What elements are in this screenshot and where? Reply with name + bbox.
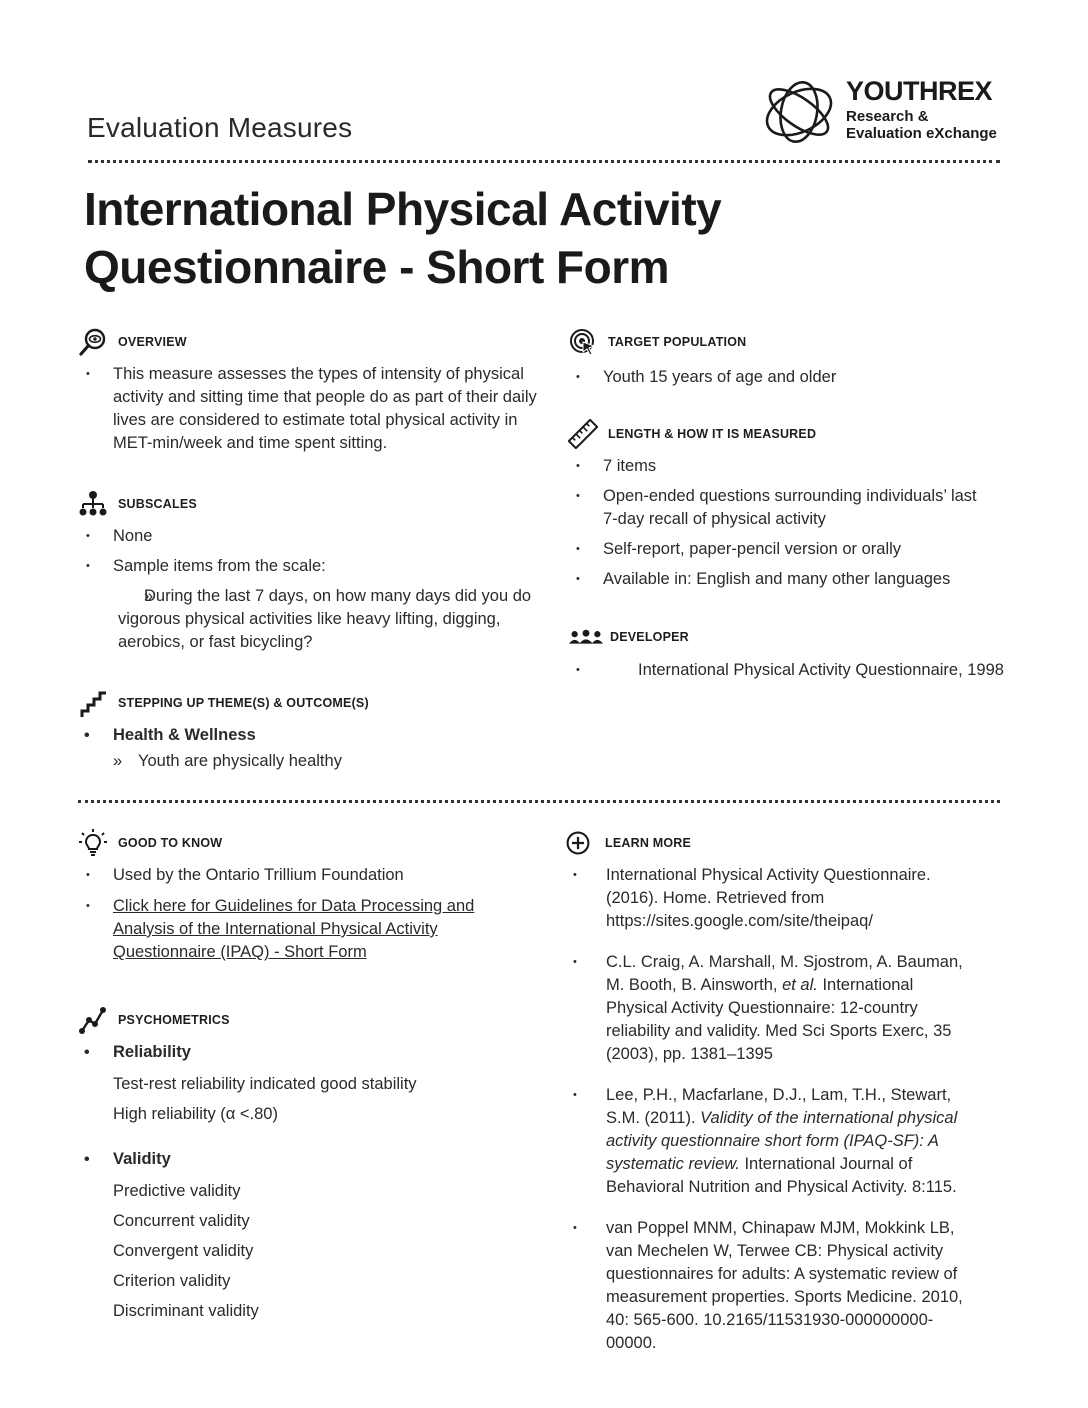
reliability-label: • Reliability: [78, 1041, 538, 1064]
psychometrics-header: [78, 1003, 538, 1037]
outcome-item: » Youth are physically healthy: [113, 750, 538, 773]
list-item: • International Physical Activity Questionnaire, 1998: [568, 659, 1028, 682]
page-title-line2: Questionnaire - Short Form: [84, 241, 670, 293]
list-item: • This measure assesses the types of intensity of physical activity and sitting time that people do as part of their daily lives are considered to estimate total physical activity in MET-min/week and time spent sitting.: [78, 363, 538, 455]
overview-heading: OVERVIEW: [118, 335, 187, 349]
subscales-heading: SUBSCALES: [118, 497, 197, 511]
subscales-header: [78, 487, 538, 521]
target-population-list: [568, 366, 1008, 389]
page-title-line1: International Physical Activity: [84, 183, 722, 235]
reference-emphasis: et al.: [782, 976, 818, 994]
stepping-up-heading: STEPPING UP THEME(S) & OUTCOME(S): [118, 696, 369, 710]
orbit-logo-icon: [760, 76, 838, 148]
list-item: • Available in: English and many other languages: [568, 568, 1008, 591]
target-population-heading: TARGET POPULATION: [608, 335, 747, 349]
stairs-icon: [78, 688, 108, 718]
psychometrics-list: [78, 1041, 538, 1064]
learn-more-heading: LEARN MORE: [605, 836, 692, 850]
developer-list: [568, 659, 1028, 682]
magnifier-eye-icon: [78, 327, 108, 357]
reliability-item: High reliability (α <.80): [113, 1105, 278, 1123]
validity-item: Criterion validity: [113, 1272, 231, 1290]
reference-text: International Journal of Behavioral Nutrition and Physical Activity. 8:115.: [606, 1155, 957, 1196]
target-click-icon: [568, 327, 598, 357]
length-list: [568, 455, 1008, 591]
logo-tagline-line1: Research &: [846, 108, 929, 125]
learn-more-header: [565, 826, 1010, 860]
sample-item: » During the last 7 days, on how many days did you do vigorous physical activities like heavy lifting, digging, aerobics, or fast bicycling?: [118, 585, 538, 654]
page-title: [84, 180, 844, 296]
developer-section: [568, 620, 1028, 682]
list-item: • Self-report, paper-pencil version or orally: [568, 538, 1008, 561]
good-to-know-list: [78, 864, 538, 964]
reference-text: Lee, P.H., Macfarlane, D.J., Lam, T.H., Stewart, S.M. (2011).: [606, 1086, 952, 1127]
people-group-icon: [568, 622, 604, 652]
lightbulb-icon: [78, 828, 108, 858]
youthrex-logo: [760, 76, 1010, 146]
overview-section: [78, 325, 538, 455]
validity-item: Discriminant validity: [113, 1302, 259, 1320]
section-divider: [78, 800, 1000, 803]
line-graph-icon: [78, 1005, 108, 1035]
reference-item: • International Physical Activity Questionnaire. (2016). Home. Retrieved from https://sites.google.com/site/theipaq/: [565, 864, 961, 933]
hierarchy-icon: [78, 489, 108, 519]
header-divider: [88, 160, 1000, 163]
developer-header: [568, 620, 1028, 654]
target-population-header: [568, 325, 1008, 359]
list-item: • None: [78, 525, 538, 548]
validity-label: • Validity: [78, 1148, 538, 1171]
subscales-section: [78, 487, 538, 654]
good-to-know-section: [78, 826, 538, 964]
good-to-know-heading: GOOD TO KNOW: [118, 836, 223, 850]
subscales-list: [78, 525, 538, 578]
stepping-up-section: [78, 686, 538, 773]
validity-list: [78, 1148, 538, 1171]
psychometrics-section: [78, 1003, 538, 1323]
reference-item: [565, 1084, 966, 1199]
length-heading: LENGTH & HOW IT IS MEASURED: [608, 427, 817, 441]
length-header: [568, 417, 1008, 451]
plus-circle-icon: [565, 830, 591, 856]
guidelines-link[interactable]: Click here for Guidelines for Data Processing and Analysis of the International Physical Activity Questionnaire (IPAQ) - Short Form: [113, 897, 475, 961]
theme-item: [78, 724, 538, 773]
reference-text: International Physical Activity Questionnaire: 12-country reliability and validity. Med Sci Sports Exerc, 35 (2003), pp. 1381–1395: [606, 976, 952, 1063]
list-item: • 7 items: [568, 455, 1008, 478]
ruler-icon: [568, 419, 598, 449]
reference-item: • van Poppel MNM, Chinapaw MJM, Mokkink LB, van Mechelen W, Terwee CB: Physical activity questionnaires for adults: A systematic review of measurement properties. Sports Medicine. 2010, 40: 565-600. 10.2165/11531930-000000000-00000.: [565, 1217, 968, 1355]
stepping-up-list: [78, 724, 538, 773]
references-list: [565, 864, 1010, 1355]
developer-heading: DEVELOPER: [610, 630, 689, 644]
overview-list: [78, 363, 538, 455]
section-label: Evaluation Measures: [87, 112, 353, 143]
reference-emphasis: Validity of the international physical activity questionnaire short form (IPAQ-SF): A systematic review.: [606, 1109, 958, 1173]
reference-item: [565, 951, 966, 1066]
list-item: • Open-ended questions surrounding individuals’ last 7-day recall of physical activity: [568, 485, 983, 531]
list-item: • Used by the Ontario Trillium Foundation: [78, 864, 538, 887]
validity-item: Concurrent validity: [113, 1212, 250, 1230]
reference-text: C.L. Craig, A. Marshall, M. Sjostrom, A. Bauman, M. Booth, B. Ainsworth,: [606, 953, 963, 994]
stepping-up-header: [78, 686, 538, 720]
logo-tagline-line2: Evaluation eXchange: [846, 125, 997, 142]
theme-label: Health & Wellness: [113, 726, 256, 744]
logo-tagline: [846, 108, 997, 142]
target-population-section: [568, 325, 1008, 389]
validity-item: Convergent validity: [113, 1242, 254, 1260]
list-item: • Youth 15 years of age and older: [568, 366, 1008, 389]
psychometrics-heading: PSYCHOMETRICS: [118, 1013, 230, 1027]
logo-name: YOUTHREX: [846, 76, 993, 106]
reliability-item: Test-rest reliability indicated good stability: [113, 1075, 417, 1093]
validity-item: Predictive validity: [113, 1182, 241, 1200]
list-item: • Sample items from the scale:: [78, 555, 538, 578]
good-to-know-header: [78, 826, 538, 860]
list-item: [78, 895, 493, 964]
overview-header: [78, 325, 538, 359]
length-section: [568, 417, 1008, 591]
learn-more-section: [565, 826, 1010, 1355]
